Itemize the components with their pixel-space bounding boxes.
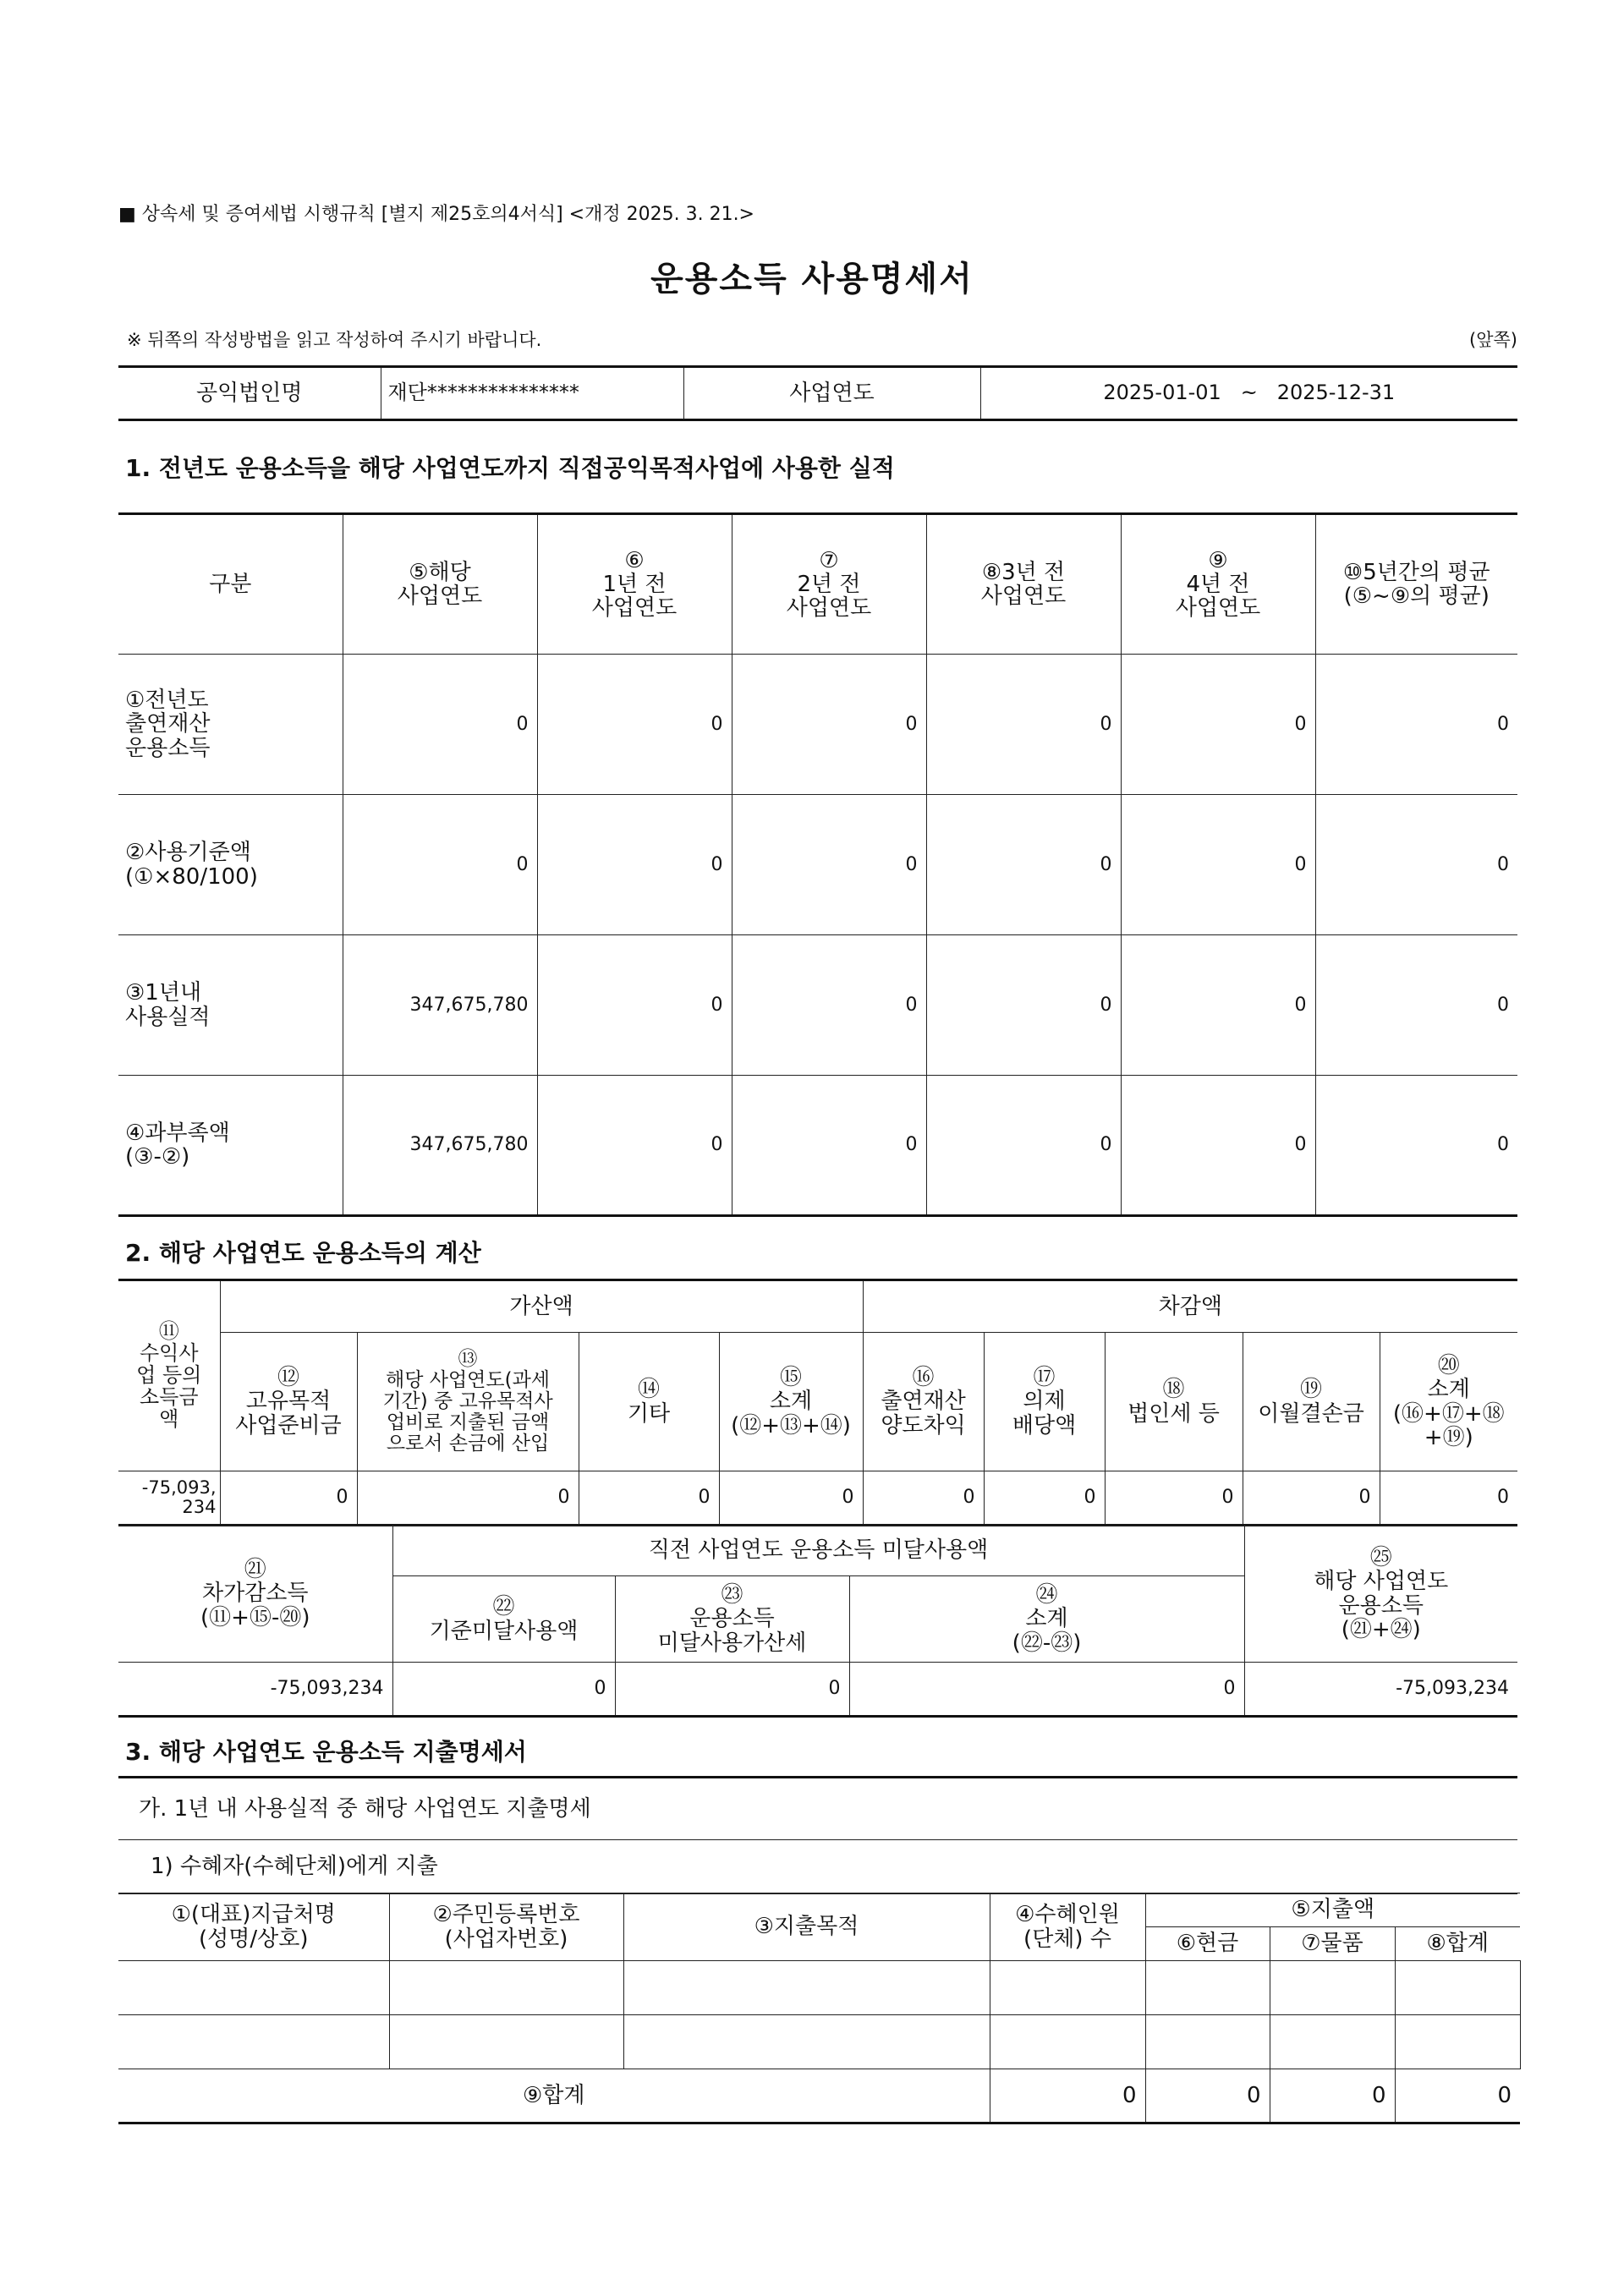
cell-value: 0 [537,795,732,935]
cell-value: 0 [1121,1076,1315,1216]
header-cash: ⑥현금 [1145,1927,1270,1961]
row-label: ②사용기준액 (①×80/100) [118,795,343,935]
cell-value: 0 [1315,655,1517,795]
row-label: ①전년도 출연재산 운용소득 [118,655,343,795]
header-payee: ①(대표)지급처명 (성명/상호) [118,1893,389,1961]
header-purpose: ③지출목적 [623,1893,990,1961]
table-row [118,2015,1520,2069]
cell-value: 0 [1243,1471,1380,1526]
cell-value: 0 [579,1471,719,1526]
business-year-value: 2025-01-01 ~ 2025-12-31 [980,367,1517,420]
header-reserve: ⑫ 고유목적 사업준비금 [220,1333,357,1471]
table-row [118,655,1517,795]
cell-value: 0 [732,795,926,935]
header-sub-subtotal: ⑳ 소계 (⑯+⑰+⑱ +⑲) [1380,1333,1517,1471]
header-penalty-tax: ㉓ 운용소득 미달사용가산세 [615,1576,849,1663]
section-2-table-a [118,1279,1517,1526]
cell-value: 0 [984,1471,1105,1526]
header-beneficiary-count: ④수혜인원 (단체) 수 [990,1893,1145,1961]
cell-value: -75,093, 234 [118,1471,220,1526]
table-row [118,1471,1517,1526]
cell-value: 0 [926,795,1121,935]
cell-value: -75,093,234 [1244,1663,1517,1717]
cell-value: 0 [615,1663,849,1717]
header-category: 구분 [118,514,343,655]
cell-value: 0 [1145,2069,1270,2123]
cell-value: 0 [537,655,732,795]
header-corp-tax: ⑱ 법인세 등 [1105,1333,1243,1471]
header-other: ⑭ 기타 [579,1333,719,1471]
header-total: ⑧합계 [1395,1927,1520,1961]
header-4yr-prior: ⑨ 4년 전 사업연도 [1121,514,1315,655]
header-under-use: ㉒ 기준미달사용액 [392,1576,615,1663]
row-label: ③1년내 사용실적 [118,935,343,1076]
table-row [118,1076,1517,1216]
header-id-number: ②주민등록번호 (사업자번호) [389,1893,623,1961]
sub-heading-1: 1) 수혜자(수혜단체)에게 지출 [118,1840,1517,1894]
total-label: ⑨합계 [118,2069,990,2123]
cell-value: 0 [990,2069,1145,2123]
sub-heading-a: 가. 1년 내 사용실적 중 해당 사업연도 지출명세 [118,1778,1517,1840]
cell-value: 0 [537,1076,732,1216]
cell-value: 0 [1270,2069,1395,2123]
cell-value: 0 [343,795,537,935]
cell-value: 0 [1315,795,1517,935]
table-row [118,1663,1517,1717]
header-current-income: ㉕ 해당 사업연도 운용소득 (㉑+㉔) [1244,1526,1517,1663]
page-title: 운용소득 사용명세서 [650,260,974,299]
header-unused-amount: 직전 사업연도 운용소득 미달사용액 [392,1526,1244,1576]
cell-value: 347,675,780 [343,1076,537,1216]
cell-value: 0 [926,935,1121,1076]
cell-value: 0 [1121,655,1315,795]
section-3-table [118,1893,1520,2124]
table-row [118,2069,1520,2123]
cell-value: 0 [220,1471,357,1526]
cell-value: 0 [849,1663,1244,1717]
cell-value: 0 [1105,1471,1243,1526]
header-add-subtotal: ⑮ 소계 (⑫+⑬+⑭) [719,1333,863,1471]
header-unused-subtotal: ㉔ 소계 (㉒-㉓) [849,1576,1244,1663]
cell-value: 0 [343,655,537,795]
table-row [118,795,1517,935]
instruction-note: ※ 뒤쪽의 작성방법을 읽고 작성하여 주시기 바랍니다. [127,330,542,350]
section-2-title: 2. 해당 사업연도 운용소득의 계산 [125,1239,481,1267]
cell-value: 0 [926,1076,1121,1216]
cell-value: 0 [1315,935,1517,1076]
header-carryover-loss: ⑲ 이월결손금 [1243,1333,1380,1471]
header-transfer-gain: ⑯ 출연재산 양도차익 [863,1333,984,1471]
form-reference: ■ 상속세 및 증여세법 시행규칙 [별지 제25호의4서식] <개정 2025. 3. 21.> [118,204,754,225]
cell-value: 0 [719,1471,863,1526]
table-row [118,935,1517,1076]
section-2-table-b [118,1525,1517,1718]
cell-value: 0 [357,1471,579,1526]
corp-name-value: 재단*************** [381,367,683,420]
cell-value: 0 [863,1471,984,1526]
header-deductions: 차감액 [863,1280,1517,1333]
cell-value: 0 [1315,1076,1517,1216]
cell-value: 0 [1121,935,1315,1076]
cell-value: 0 [732,1076,926,1216]
corp-info-table [118,365,1517,421]
section-3-subheaders [118,1776,1517,1894]
table-row [118,1961,1520,2015]
cell-value: -75,093,234 [118,1663,392,1717]
row-label: ④과부족액 (③-②) [118,1076,343,1216]
header-additions: 가산액 [220,1280,863,1333]
cell-value: 0 [537,935,732,1076]
cell-value: 347,675,780 [343,935,537,1076]
section-1-title: 1. 전년도 운용소득을 해당 사업연도까지 직접공익목적사업에 사용한 실적 [125,454,895,482]
section-3-title: 3. 해당 사업연도 운용소득 지출명세서 [125,1738,527,1766]
cell-value: 0 [1395,2069,1520,2123]
corp-name-label: 공익법인명 [118,367,381,420]
header-goods: ⑦물품 [1270,1927,1395,1961]
header-deemed-dividend: ⑰ 의제 배당액 [984,1333,1105,1471]
cell-value: 0 [392,1663,615,1717]
header-net-income: ㉑ 차가감소득 (⑪+⑮-⑳) [118,1526,392,1663]
header-3yr-prior: ⑧3년 전 사업연도 [926,514,1121,655]
section-1-table [118,512,1517,1217]
header-1yr-prior: ⑥ 1년 전 사업연도 [537,514,732,655]
header-profit-income: ⑪ 수익사 업 등의 소득금 액 [118,1280,220,1471]
header-expense-deduct: ⑬ 해당 사업연도(과세 기간) 중 고유목적사 업비로 지출된 금액 으로서 손금에 산입 [357,1333,579,1471]
front-side-label: (앞쪽) [1469,330,1517,350]
header-current-year: ⑤해당 사업연도 [343,514,537,655]
header-expense-amount: ⑤지출액 [1145,1893,1520,1927]
cell-value: 0 [926,655,1121,795]
cell-value: 0 [1121,795,1315,935]
cell-value: 0 [732,935,926,1076]
cell-value: 0 [732,655,926,795]
cell-value: 0 [1380,1471,1517,1526]
header-5yr-average: ⑩5년간의 평균 (⑤~⑨의 평균) [1315,514,1517,655]
header-2yr-prior: ⑦ 2년 전 사업연도 [732,514,926,655]
business-year-label: 사업연도 [683,367,980,420]
